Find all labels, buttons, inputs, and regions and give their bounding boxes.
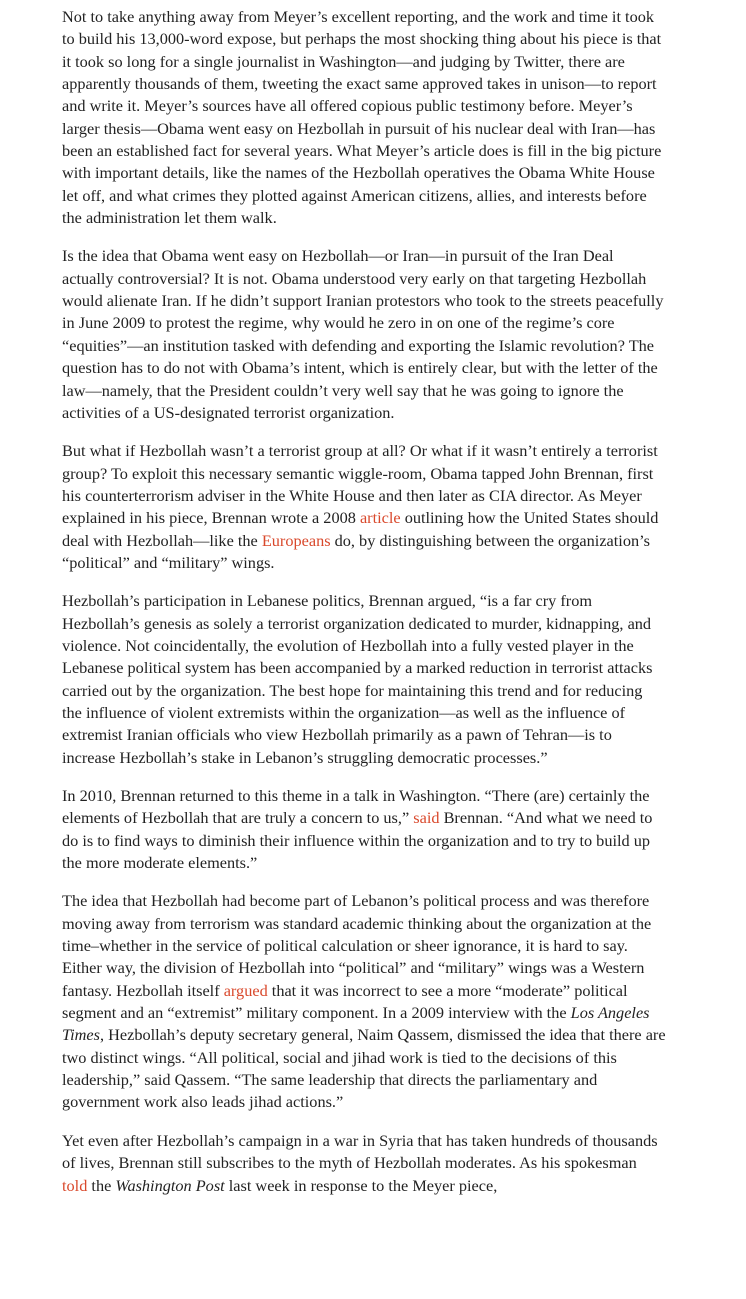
article-body [62,6,666,1213]
paragraph-7-text-3: last week in response to the Meyer piece, [224,1175,498,1195]
publication-name: Washington Post [115,1175,225,1195]
paragraph-5-text-1: In 2010, Brennan returned to this theme in a talk in Washington. “There (are) certainly the elements of Hezbollah that are truly a concern to us,” [62,786,650,828]
article-link[interactable]: article [359,508,401,528]
paragraph-6-text-2: that it was incorrect to see a more “moderate” political segment and an “extremist” military component. In a 2009 interview with the [62,980,628,1023]
paragraph-6-text-1: The idea that Hezbollah had become part of Lebanon’s political process and was therefore moving away from terrorism was standard academic thinking about the organization at the time–whether in the service of political calculation or sheer ignorance, it is hard to say. Either way, the division of Hezbollah into “political” and “military” wings was a Western fantasy. Hezbollah itself [62,891,652,1000]
told-link[interactable]: told [62,1175,88,1195]
paragraph-5-text-2: Brennan. “And what we need to do is to find ways to diminish their influence within the organization and to try to build up the more moderate elements.” [62,808,653,873]
paragraph-3-text-1: But what if Hezbollah wasn’t a terrorist group at all? Or what if it wasn’t entirely a terrorist group? To exploit this necessary semantic wiggle-room, Obama tapped John Brennan, first his counterterrorism adviser in the White House and then later as CIA director. As Meyer explained in his piece, Brennan wrote a 2008 [62,441,658,528]
paragraph-3 [62,440,666,574]
said-link[interactable]: said [413,808,440,828]
paragraph-7-text-1: Yet even after Hezbollah’s campaign in a war in Syria that has taken hundreds of thousands of lives, Brennan still subscribes to the myth of Hezbollah moderates. As his spokesman [62,1130,658,1173]
europeans-link[interactable]: Europeans [261,530,331,550]
paragraph-3-text-3: do, by distinguishing between the organization’s “political” and “military” wings. [62,530,650,572]
publication-name: Los Angeles Times [62,1003,650,1045]
paragraph-6 [62,890,666,1113]
paragraph-6-text-3: , Hezbollah’s deputy secretary general, Naim Qassem, dismissed the idea that there are two distinct wings. “All political, social and jihad work is tied to the decisions of this leadership,” said Qassem. “The same leadership that directs the parliamentary and government work also leads jihad actions.” [62,1025,666,1112]
paragraph-3-text-2: outlining how the United States should deal with Hezbollah—like the [62,508,659,550]
argued-link[interactable]: argued [223,980,268,1000]
paragraph-7 [62,1130,666,1197]
paragraph-1: Not to take anything away from Meyer’s excellent reporting, and the work and time it took to build his 13,000-word expose, but perhaps the most shocking thing about his piece is that it took so long for a single journalist in Washington—and judging by Twitter, there are apparently thousands of them, tweeting the exact same approved takes in unison—to report and write it. Meyer’s sources have all offered copious public testimony before. Meyer’s larger thesis—Obama went easy on Hezbollah in pursuit of his nuclear deal with Iran—has been an established fact for several years. What Meyer’s article does is fill in the big picture with important details, like the names of the Hezbollah operatives the Obama White House let off, and what crimes they plotted against American citizens, allies, and interests before the administration let them walk. [62,7,662,228]
paragraph-2: Is the idea that Obama went easy on Hezbollah—or Iran—in pursuit of the Iran Deal actually controversial? It is not. Obama understood very early on that targeting Hezbollah would alienate Iran. If he didn’t support Iranian protestors who took to the streets peacefully in June 2009 to protest the regime, why would he zero in on one of the regime’s core “equities”—an institution tasked with defending and exporting the Islamic revolution? The question has to do not with Obama’s intent, which is entirely clear, but with the letter of the law—namely, that the President couldn’t very well say that he was going to ignore the activities of a US-designated terrorist organization. [62,246,664,422]
paragraph-4: Hezbollah’s participation in Lebanese politics, Brennan argued, “is a far cry from Hezbollah’s genesis as solely a terrorist organization dedicated to murder, kidnapping, and violence. Not coincidentally, the evolution of Hezbollah into a fully vested player in the Lebanese political system has been accompanied by a marked reduction in terrorist attacks carried out by the organization. The best hope for maintaining this trend and for reducing the influence of violent extremists within the organization—as well as the influence of extremist Iranian officials who view Hezbollah primarily as a pawn of Tehran—is to increase Hezbollah’s stake in Lebanon’s struggling democratic processes.” [62,591,653,767]
paragraph-7-text-2: the [87,1175,116,1195]
paragraph-5 [62,785,666,874]
